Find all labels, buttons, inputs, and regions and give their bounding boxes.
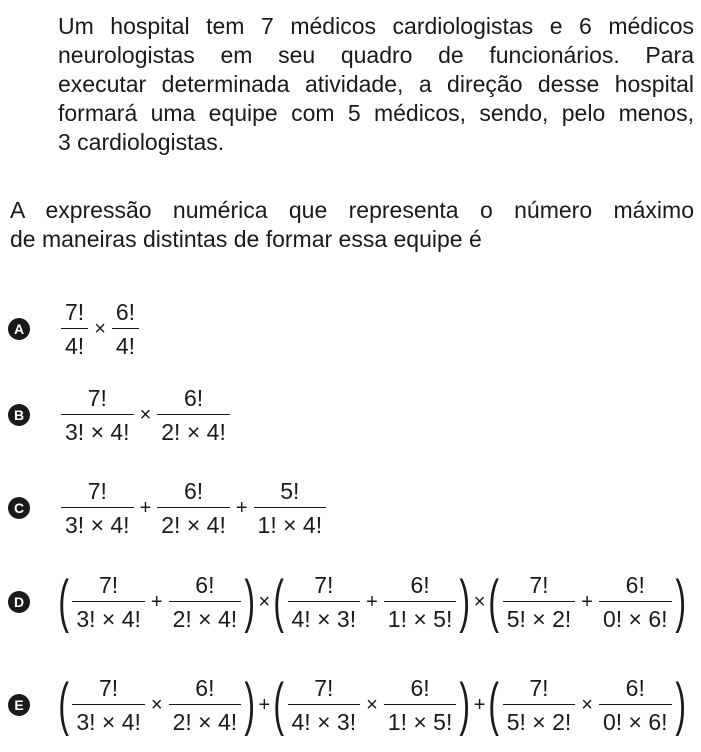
fraction (61, 299, 88, 359)
left-parenthesis: ( (273, 672, 285, 737)
grouped-term (488, 672, 686, 737)
denominator: 3! × 4! (76, 606, 141, 632)
fraction (61, 385, 134, 445)
denominator: 4! (115, 333, 136, 359)
numerator: 6! (169, 675, 242, 705)
operator: + (366, 590, 378, 613)
question-prompt (10, 196, 694, 254)
operator: + (139, 496, 152, 519)
option-letter-badge: E (8, 694, 30, 716)
fraction (503, 572, 576, 632)
grouped-term (273, 569, 471, 634)
statement-line: Um hospital tem 7 médicos cardiologistas e 6 médicos (58, 13, 694, 39)
right-parenthesis: ) (674, 569, 686, 634)
denominator: 5! × 2! (506, 606, 572, 632)
prompt-line: A expressão numérica que representa o número máximo (10, 197, 694, 223)
numerator: 6! (384, 572, 457, 602)
denominator: 2! × 4! (172, 606, 238, 632)
operator: × (581, 693, 593, 716)
denominator: 1! × 5! (387, 709, 453, 735)
denominator: 0! × 6! (602, 709, 668, 735)
numerator: 7! (503, 572, 576, 602)
operator: + (150, 590, 163, 613)
numerator: 6! (599, 675, 672, 705)
fraction (599, 572, 672, 632)
fraction (72, 675, 145, 735)
numerator: 6! (157, 478, 230, 508)
numerator: 7! (288, 572, 361, 602)
operator: + (473, 693, 486, 716)
fraction (112, 299, 139, 359)
option-letter-badge: C (8, 497, 30, 519)
denominator: 2! × 4! (161, 512, 226, 538)
grouped-term (58, 672, 256, 737)
numerator: 6! (384, 675, 457, 705)
left-parenthesis: ( (58, 672, 69, 737)
option-d[interactable] (8, 562, 698, 642)
fraction (503, 675, 576, 735)
option-expression (58, 672, 686, 737)
operator: × (258, 590, 271, 613)
right-parenthesis: ) (244, 672, 256, 737)
option-b[interactable] (8, 375, 698, 455)
denominator: 0! × 6! (602, 606, 668, 632)
grouped-term (488, 569, 686, 634)
denominator: 1! × 4! (257, 512, 323, 538)
option-expression (58, 385, 233, 445)
fraction (157, 478, 230, 538)
operator: + (235, 496, 248, 519)
denominator: 4! × 3! (291, 709, 357, 735)
right-parenthesis: ) (244, 569, 256, 634)
fraction (288, 675, 361, 735)
option-expression (58, 478, 329, 538)
fraction (288, 572, 361, 632)
operator: × (366, 693, 378, 716)
left-parenthesis: ( (488, 569, 500, 634)
numerator: 7! (61, 385, 134, 415)
option-letter-badge: D (8, 591, 30, 613)
fraction (61, 478, 134, 538)
statement-line: formará uma equipe com 5 médicos, sendo, pelo menos, (58, 100, 694, 126)
numerator: 5! (254, 478, 327, 508)
fraction (384, 572, 457, 632)
grouped-term (273, 672, 471, 737)
fraction (169, 675, 242, 735)
fraction (254, 478, 327, 538)
denominator: 2! × 4! (172, 709, 238, 735)
fraction (384, 675, 457, 735)
left-parenthesis: ( (273, 569, 285, 634)
grouped-term (58, 569, 256, 634)
operator: + (581, 590, 593, 613)
prompt-line: de maneiras distintas de formar essa equipe é (10, 226, 482, 252)
option-e[interactable] (8, 665, 698, 745)
fraction (599, 675, 672, 735)
fraction (169, 572, 242, 632)
right-parenthesis: ) (459, 569, 471, 634)
denominator: 4! (65, 333, 85, 359)
numerator: 7! (72, 675, 145, 705)
denominator: 4! × 3! (291, 606, 357, 632)
numerator: 6! (157, 385, 230, 415)
denominator: 1! × 5! (387, 606, 453, 632)
numerator: 7! (61, 299, 88, 329)
statement-line: executar determinada atividade, a direção desse hospital (58, 71, 694, 97)
option-expression (58, 569, 686, 634)
fraction (72, 572, 145, 632)
denominator: 5! × 2! (506, 709, 572, 735)
operator: × (473, 590, 486, 613)
operator: + (258, 693, 271, 716)
right-parenthesis: ) (459, 672, 471, 737)
option-a[interactable] (8, 289, 698, 369)
operator: × (94, 317, 106, 340)
numerator: 7! (72, 572, 145, 602)
fraction (157, 385, 230, 445)
statement-line: 3 cardiologistas. (58, 129, 225, 155)
right-parenthesis: ) (674, 672, 686, 737)
denominator: 3! × 4! (65, 419, 130, 445)
option-letter-badge: B (8, 404, 30, 426)
option-c[interactable] (8, 468, 698, 548)
operator: × (150, 693, 163, 716)
numerator: 7! (61, 478, 134, 508)
option-expression (58, 299, 142, 359)
option-letter-badge: A (8, 318, 30, 340)
left-parenthesis: ( (488, 672, 500, 737)
denominator: 2! × 4! (161, 419, 226, 445)
numerator: 7! (503, 675, 576, 705)
operator: × (139, 403, 152, 426)
numerator: 6! (112, 299, 139, 329)
statement-line: neurologistas em seu quadro de funcionários. Para (58, 42, 694, 68)
numerator: 7! (288, 675, 361, 705)
denominator: 3! × 4! (65, 512, 130, 538)
numerator: 6! (169, 572, 242, 602)
denominator: 3! × 4! (76, 709, 141, 735)
left-parenthesis: ( (58, 569, 69, 634)
problem-statement (10, 12, 694, 157)
numerator: 6! (599, 572, 672, 602)
